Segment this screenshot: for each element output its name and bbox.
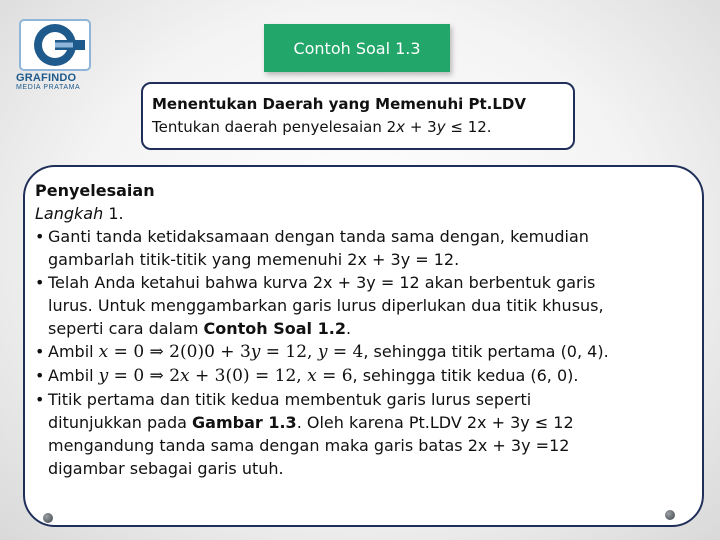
pin-right-icon xyxy=(665,510,675,520)
bullet-icon: • xyxy=(35,227,45,246)
bullet-line xyxy=(48,317,692,340)
step-word: Langkah xyxy=(35,204,104,223)
example-reference: Contoh Soal 1.2 xyxy=(203,319,346,338)
problem-task xyxy=(152,116,573,139)
line-text: ditunjukkan pada xyxy=(48,413,193,432)
bullet-line: Ganti tanda ketidaksamaan dengan tanda sama dengan, kemudian xyxy=(48,227,589,246)
line-text: . xyxy=(345,319,352,338)
math-text: = 4 xyxy=(327,342,364,362)
step-label xyxy=(35,202,692,225)
math-var: y xyxy=(250,342,261,362)
list-item xyxy=(35,364,692,388)
problem-title: Menentukan Daerah yang Memenuhi Pt.LDV xyxy=(152,95,526,113)
math-var: x xyxy=(307,366,317,386)
bullet-icon: • xyxy=(35,366,45,385)
example-badge: Contoh Soal 1.3 xyxy=(264,24,450,72)
math-var: y xyxy=(317,342,328,362)
line-text: seperti cara dalam xyxy=(48,319,204,338)
line-text: , sehingga titik pertama (0, 4). xyxy=(363,342,609,361)
bullet-line xyxy=(48,340,692,364)
bullet-line: mengandung tanda sama dengan maka garis batas 2x + 3y =12 xyxy=(48,436,570,455)
logo-name: GRAFINDO xyxy=(16,72,77,84)
list-item xyxy=(35,388,692,480)
step-number: 1. xyxy=(103,204,124,223)
grafindo-logo-icon xyxy=(18,18,92,72)
math-text: = 0 ⇒ 2 xyxy=(108,366,181,386)
math-var: x xyxy=(180,366,190,386)
equation xyxy=(99,342,364,362)
bullet-icon: • xyxy=(35,390,45,409)
list-item xyxy=(35,340,692,364)
bullet-icon: • xyxy=(35,273,45,292)
list-item xyxy=(35,271,692,340)
line-text: Ambil xyxy=(48,342,99,361)
task-var-y: y xyxy=(436,118,446,136)
bullet-line: Telah Anda ketahui bahwa kurva 2x + 3y = 12 akan berbentuk garis xyxy=(48,273,596,292)
task-text: + 3 xyxy=(405,118,437,136)
line-text: Ambil xyxy=(48,366,99,385)
equation xyxy=(99,366,353,386)
pin-left-icon xyxy=(43,513,53,523)
task-text: ≤ 12. xyxy=(445,118,492,136)
figure-reference: Gambar 1.3 xyxy=(192,413,297,432)
list-item xyxy=(35,225,692,271)
solution-box xyxy=(23,165,704,527)
line-text: , sehingga titik kedua (6, 0). xyxy=(352,366,579,385)
math-var: x xyxy=(98,342,109,362)
math-var: y xyxy=(98,366,109,386)
bullet-line xyxy=(48,411,692,434)
bullet-line: lurus. Untuk menggambarkan garis lurus diperlukan dua titik khusus, xyxy=(48,296,604,315)
problem-box xyxy=(141,82,575,150)
line-text: . Oleh karena Pt.LDV 2x + 3y ≤ 12 xyxy=(296,413,574,432)
bullet-line: gambarlah titik-titik yang memenuhi 2x + 3y = 12. xyxy=(48,250,460,269)
solution-heading: Penyelesaian xyxy=(35,181,155,200)
logo-subtitle: MEDIA PRATAMA xyxy=(16,84,81,91)
bullet-line xyxy=(48,364,692,388)
math-text: + 3(0) = 12, xyxy=(189,366,308,386)
publisher-logo xyxy=(14,18,94,92)
bullet-line: digambar sebagai garis utuh. xyxy=(48,459,284,478)
math-text: = 12, xyxy=(260,342,318,362)
task-var-x: x xyxy=(396,118,406,136)
math-text: = 6 xyxy=(316,366,353,386)
task-text: Tentukan daerah penyelesaian 2 xyxy=(152,118,397,136)
bullet-line: Titik pertama dan titik kedua membentuk garis lurus seperti xyxy=(48,390,532,409)
math-text: = 0 ⇒ 2(0)0 + 3 xyxy=(108,342,251,362)
bullet-icon: • xyxy=(35,342,45,361)
